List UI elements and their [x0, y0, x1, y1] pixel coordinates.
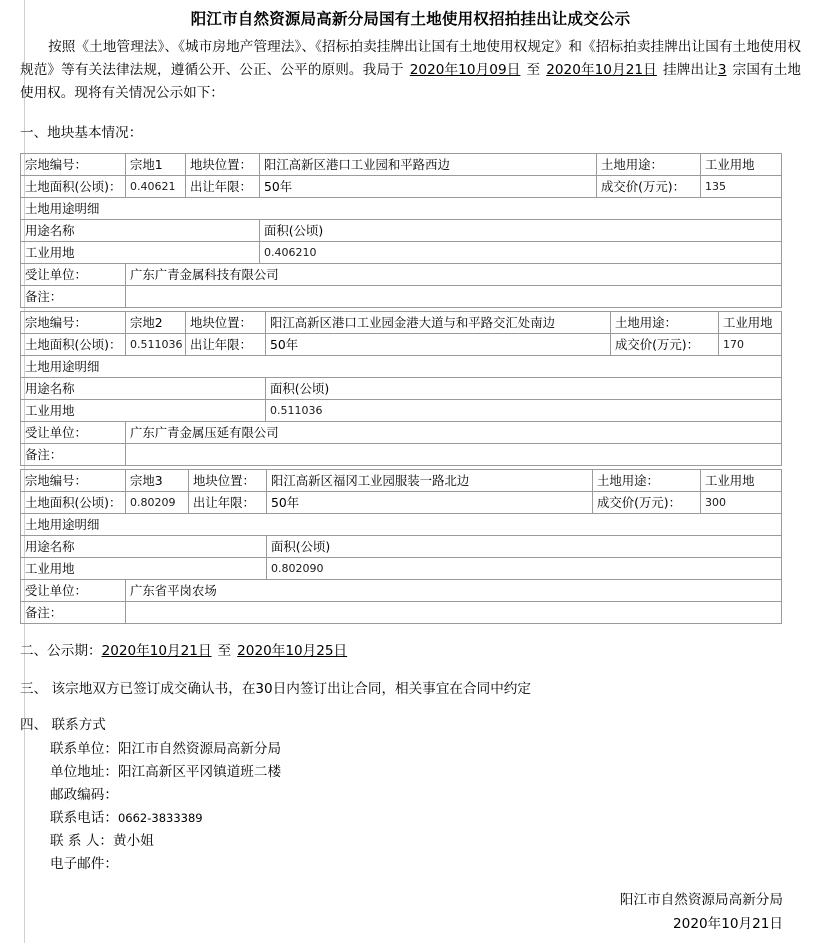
label-use-area: 面积(公顷) — [260, 220, 782, 242]
contact-line-phone — [20, 807, 801, 830]
label-parcel-no: 宗地编号： — [21, 154, 126, 176]
contact-line-unit — [20, 738, 801, 761]
section-1-heading: 一、地块基本情况： — [20, 125, 143, 141]
label-use-name: 用途名称 — [21, 220, 260, 242]
contact-label-phone: 联系电话： — [50, 810, 118, 826]
table-row — [21, 154, 782, 176]
parcel-table-1 — [20, 153, 782, 308]
label-remark: 备注： — [21, 286, 126, 308]
contact-label-unit: 联系单位： — [50, 741, 118, 757]
label-area: 土地面积(公顷)： — [21, 176, 126, 198]
auction-end-date: 2020年10月21日 — [546, 62, 657, 78]
contact-line-address — [20, 761, 801, 784]
intro-text-part2: 挂牌出让 — [662, 62, 718, 78]
label-price: 成交价(万元)： — [611, 334, 719, 356]
parcel-count: 3 — [717, 62, 727, 78]
label-use-name: 用途名称 — [21, 378, 266, 400]
document-content — [20, 0, 801, 936]
contact-label-address: 单位地址： — [50, 764, 118, 780]
value-area: 0.80209 — [126, 492, 189, 514]
contact-value-unit: 阳江市自然资源局高新分局 — [117, 741, 282, 757]
label-parcel-no: 宗地编号： — [21, 312, 126, 334]
value-area: 0.511036 — [126, 334, 186, 356]
label-use-detail-header: 土地用途明细 — [21, 198, 782, 220]
value-parcel-no: 宗地2 — [126, 312, 186, 334]
contact-label-email: 电子邮件： — [50, 856, 118, 872]
label-grantee: 受让单位： — [21, 264, 126, 286]
table-row — [21, 602, 782, 624]
table-row — [21, 176, 782, 198]
label-location: 地块位置： — [186, 312, 266, 334]
value-location: 阳江高新区港口工业园和平路西边 — [260, 154, 597, 176]
auction-start-date: 2020年10月09日 — [409, 62, 521, 78]
value-term: 50年 — [260, 176, 597, 198]
label-use-area: 面积(公顷) — [266, 378, 782, 400]
contact-line-email — [20, 853, 801, 876]
contact-line-person — [20, 830, 801, 853]
section-3-contract-note: 三、 该宗地双方已签订成交确认书，在30日内签订出让合同，相关事宜在合同中约定 — [20, 681, 531, 697]
value-grantee: 广东广青金属科技有限公司 — [126, 264, 782, 286]
value-parcel-no: 宗地3 — [126, 470, 189, 492]
label-term: 出让年限： — [186, 334, 266, 356]
label-term: 出让年限： — [189, 492, 267, 514]
table-row — [21, 514, 782, 536]
table-row — [21, 536, 782, 558]
contact-label-postcode: 邮政编码： — [50, 787, 118, 803]
intro-text-part3: 宗国有土地使用权。现将有关情况公示如下： — [20, 62, 802, 101]
section-2-publicity-period — [20, 640, 801, 662]
intro-between: 至 — [526, 62, 541, 78]
label-use-name: 用途名称 — [21, 536, 267, 558]
value-land-use: 工业用地 — [701, 470, 782, 492]
table-row — [21, 334, 782, 356]
value-remark — [126, 602, 782, 624]
table-row — [21, 242, 782, 264]
label-grantee: 受让单位： — [21, 580, 126, 602]
label-use-detail-header: 土地用途明细 — [21, 514, 782, 536]
label-land-use: 土地用途： — [611, 312, 719, 334]
label-location: 地块位置： — [189, 470, 267, 492]
table-row — [21, 444, 782, 466]
label-remark: 备注： — [21, 444, 126, 466]
value-use-name: 工业用地 — [21, 242, 260, 264]
label-use-area: 面积(公顷) — [267, 536, 782, 558]
value-land-use: 工业用地 — [701, 154, 782, 176]
value-price: 300 — [701, 492, 782, 514]
value-use-name: 工业用地 — [21, 558, 267, 580]
table-row — [21, 422, 782, 444]
value-location: 阳江高新区福冈工业园服装一路北边 — [267, 470, 593, 492]
value-price: 170 — [719, 334, 782, 356]
publicity-start-date: 2020年10月21日 — [101, 643, 212, 659]
value-term: 50年 — [266, 334, 611, 356]
table-row — [21, 220, 782, 242]
table-row — [21, 378, 782, 400]
table-row — [21, 400, 782, 422]
table-row — [21, 580, 782, 602]
signature-date: 2020年10月21日 — [673, 916, 783, 932]
value-land-use: 工业用地 — [719, 312, 782, 334]
label-area: 土地面积(公顷)： — [21, 334, 126, 356]
table-row — [21, 264, 782, 286]
label-area: 土地面积(公顷)： — [21, 492, 126, 514]
contact-label-person: 联 系 人： — [50, 833, 114, 849]
table-row — [21, 356, 782, 378]
value-area: 0.40621 — [126, 176, 186, 198]
label-land-use: 土地用途： — [593, 470, 701, 492]
table-row — [21, 492, 782, 514]
publicity-end-date: 2020年10月25日 — [237, 643, 348, 659]
contact-line-postcode — [20, 784, 801, 807]
label-use-detail-header: 土地用途明细 — [21, 356, 782, 378]
intro-text-part1: 按照《土地管理法》、《城市房地产管理法》、《招标拍卖挂牌出让国有土地使用权规定》和《招标拍卖挂牌出让国有土地使用权规范》等有关法律法规，遵循公开、公正、公平的原则。我局于 — [20, 39, 801, 78]
table-row — [21, 198, 782, 220]
label-term: 出让年限： — [186, 176, 260, 198]
value-use-area: 0.511036 — [266, 400, 782, 422]
value-parcel-no: 宗地1 — [126, 154, 186, 176]
signature-block — [20, 888, 801, 936]
value-remark — [126, 444, 782, 466]
value-location: 阳江高新区港口工业园金港大道与和平路交汇处南边 — [266, 312, 611, 334]
value-grantee: 广东省平岗农场 — [126, 580, 782, 602]
contact-value-person: 黄小姐 — [113, 833, 154, 849]
table-row — [21, 558, 782, 580]
section-2-prefix: 二、公示期： — [20, 643, 102, 659]
label-land-use: 土地用途： — [597, 154, 701, 176]
value-price: 135 — [701, 176, 782, 198]
label-price: 成交价(万元)： — [593, 492, 701, 514]
value-use-area: 0.802090 — [267, 558, 782, 580]
label-location: 地块位置： — [186, 154, 260, 176]
table-row — [21, 312, 782, 334]
contact-value-address: 阳江高新区平冈镇道班二楼 — [117, 764, 282, 780]
intro-paragraph — [20, 36, 801, 105]
label-parcel-no: 宗地编号： — [21, 470, 126, 492]
value-use-area: 0.406210 — [260, 242, 782, 264]
signature-org: 阳江市自然资源局高新分局 — [619, 892, 783, 908]
parcel-table-3 — [20, 469, 782, 624]
value-remark — [126, 286, 782, 308]
label-grantee: 受让单位： — [21, 422, 126, 444]
label-remark: 备注： — [21, 602, 126, 624]
value-grantee: 广东广青金属压延有限公司 — [126, 422, 782, 444]
table-row — [21, 470, 782, 492]
section-2-between: 至 — [217, 643, 232, 659]
contact-value-phone: 0662-3833389 — [117, 811, 203, 825]
label-price: 成交价(万元)： — [597, 176, 701, 198]
table-row — [21, 286, 782, 308]
value-use-name: 工业用地 — [21, 400, 266, 422]
parcel-table-2 — [20, 311, 782, 466]
section-4-heading: 四、 联系方式 — [20, 717, 106, 733]
page-title: 阳江市自然资源局高新分局国有土地使用权招拍挂出让成交公示 — [190, 10, 631, 28]
value-term: 50年 — [267, 492, 593, 514]
contact-info-block — [20, 738, 801, 876]
